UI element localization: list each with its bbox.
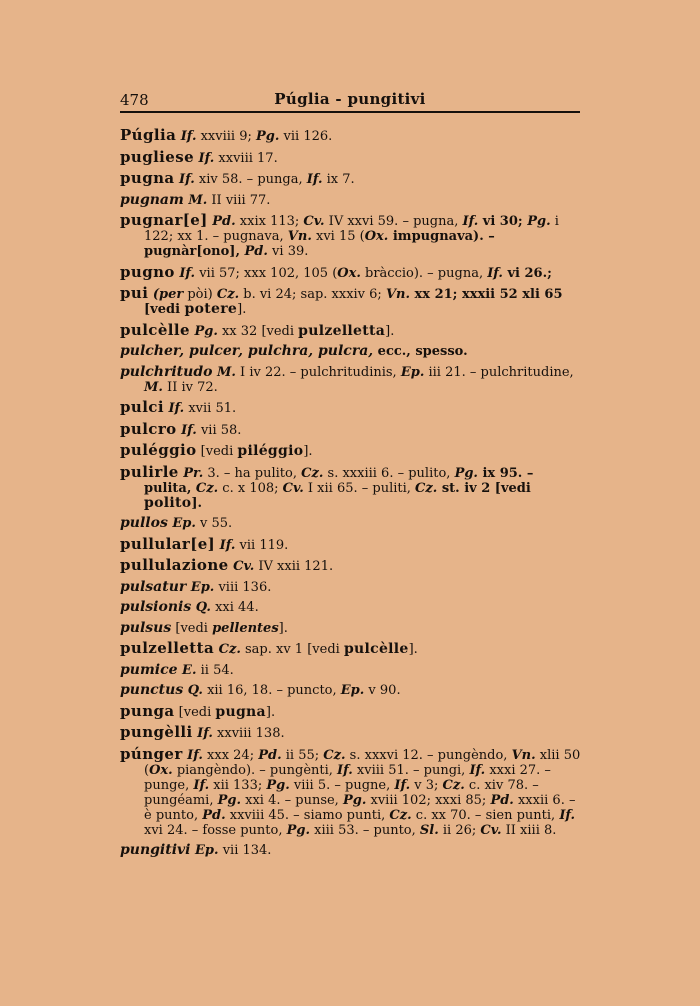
entry-pulchritudo: pulchritudo M. I iv 22. – pulchritudinis, Ep. iii 21. – pulchritudine, M. II iv 72.: [120, 363, 574, 395]
entry-pullos: pullos Ep. v 55.: [120, 515, 233, 531]
entry-pui: pui (per pòi) Cz. b. vi 24; sap. xxxiv 6; Vn. xx 21; xxxii 52 xli 65 [vedi potere].: [120, 284, 563, 317]
entry-pulsionis: pulsionis Q. xxi 44.: [120, 599, 259, 615]
entry-pulci: pulci If. xvii 51.: [120, 398, 237, 416]
entry-pullulare: pullular[e] If. vii 119.: [120, 534, 289, 553]
page-number: 478: [120, 91, 149, 109]
entry-pumice: pumice E. ii 54.: [120, 661, 234, 678]
entry-punger: púnger If. xxx 24; Pd. ii 55; Cz. s. xxxvi 12. – pungèndo, Vn. xlii 50 (Ox. piangèndo). – pungènti, If. xviii 51. – pungi, If. xxxi 27. – punge, If. xii 133; Pg. viii 5. – pugne, If. v 3; Cz. c. xiv 78. – pungéami, Pg. xxi 4. – punse, Pg. xviii 102; xxxi 85; Pd. xxxii 6. – è punto, Pd. xxviii 45. – siamo punti, Cz. c. xx 70. – sien punti, If. xvi 24. – fosse punto, Pg. xiii 53. – punto, Sl. ii 26; Cv. II xiii 8.: [120, 744, 581, 838]
header-title: Púglia - pungitivi: [274, 90, 426, 108]
entry-pulcelle: pulcèlle Pg. xx 32 [vedi pulzelletta].: [120, 320, 395, 339]
entry-pugliese: pugliese If. xxviii 17.: [120, 147, 278, 166]
entry-pungitivi: pungitivi Ep. vii 134.: [120, 842, 272, 858]
entry-pulzelletta: pulzelletta Cz. sap. xv 1 [vedi pulcèlle].: [120, 639, 418, 657]
entry-pulsus: pulsus [vedi pellentes].: [120, 619, 288, 636]
entry-pulcher: pulcher, pulcer, pulchra, pulcra, ecc., spesso.: [120, 343, 468, 359]
running-header: [120, 88, 580, 110]
entry-puleggio: puléggio [vedi piléggio].: [120, 441, 313, 459]
entry-puglia: Púglia If. xxviii 9; Pg. vii 126.: [120, 126, 333, 144]
entry-pugna: pugna If. xiv 58. – punga, If. ix 7.: [120, 169, 355, 187]
entry-pugnare: pugnar[e] Pd. xxix 113; Cv. IV xxvi 59. – pugna, If. vi 30; Pg. i 122; xx 1. – pugnava, Vn. xvi 15 (Ox. impugnava). – pugnàr[ono], Pd. vi 39.: [120, 211, 559, 259]
entry-pulirle: pulirle Pr. 3. – ha pulito, Cz. s. xxxiii 6. – pulito, Pg. ix 95. – pulita, Cz. c. x 108; Cv. I xii 65. – puliti, Cz. st. iv 2 [vedi polito].: [120, 462, 534, 511]
header-rule: [120, 111, 580, 113]
entry-list: [120, 128, 582, 864]
entry-pulsatur: pulsatur Ep. viii 136.: [120, 578, 272, 595]
entry-pullulazione: pullulazione Cv. IV xxii 121.: [120, 556, 334, 574]
entry-pugno: pugno If. vii 57; xxx 102, 105 (Ox. bràccio). – pugna, If. vi 26.;: [120, 262, 552, 281]
entry-pulcro: pulcro If. vii 58.: [120, 419, 242, 438]
entry-pugnam: pugnam M. II viii 77.: [120, 191, 271, 208]
entry-punctus: punctus Q. xii 16, 18. – puncto, Ep. v 90.: [120, 682, 401, 698]
entry-pungelli: pungèlli If. xxviii 138.: [120, 723, 285, 741]
entry-punga: punga [vedi pugna].: [120, 701, 276, 720]
